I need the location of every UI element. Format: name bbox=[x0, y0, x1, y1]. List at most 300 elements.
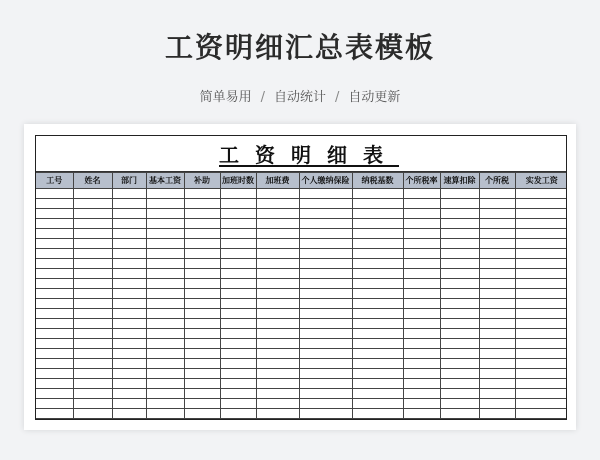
table-cell[interactable] bbox=[220, 399, 256, 409]
table-cell[interactable] bbox=[479, 369, 515, 379]
table-cell[interactable] bbox=[440, 189, 479, 199]
table-cell[interactable] bbox=[479, 299, 515, 309]
table-cell[interactable] bbox=[440, 409, 479, 419]
table-cell[interactable] bbox=[112, 389, 146, 399]
table-cell[interactable] bbox=[256, 329, 299, 339]
table-cell[interactable] bbox=[299, 249, 352, 259]
table-cell[interactable] bbox=[403, 309, 440, 319]
table-cell[interactable] bbox=[146, 319, 184, 329]
table-cell[interactable] bbox=[36, 389, 73, 399]
table-cell[interactable] bbox=[220, 239, 256, 249]
table-cell[interactable] bbox=[220, 389, 256, 399]
table-cell[interactable] bbox=[112, 189, 146, 199]
table-cell[interactable] bbox=[73, 249, 112, 259]
table-cell[interactable] bbox=[479, 209, 515, 219]
table-cell[interactable] bbox=[112, 419, 146, 421]
table-cell[interactable] bbox=[256, 209, 299, 219]
table-cell[interactable] bbox=[73, 399, 112, 409]
table-cell[interactable] bbox=[184, 269, 220, 279]
table-cell[interactable] bbox=[112, 369, 146, 379]
table-cell[interactable] bbox=[440, 349, 479, 359]
table-cell[interactable] bbox=[403, 299, 440, 309]
table-cell[interactable] bbox=[256, 299, 299, 309]
table-cell[interactable] bbox=[403, 259, 440, 269]
table-cell[interactable] bbox=[515, 309, 567, 319]
table-cell[interactable] bbox=[73, 339, 112, 349]
table-cell[interactable] bbox=[352, 289, 403, 299]
table-cell[interactable] bbox=[299, 329, 352, 339]
table-cell[interactable] bbox=[515, 419, 567, 421]
table-cell[interactable] bbox=[220, 369, 256, 379]
table-cell[interactable] bbox=[73, 299, 112, 309]
table-cell[interactable] bbox=[515, 249, 567, 259]
table-cell[interactable] bbox=[73, 319, 112, 329]
column-header-tax-rate[interactable]: 个所税率 bbox=[403, 173, 440, 189]
table-cell[interactable] bbox=[515, 279, 567, 289]
table-cell[interactable] bbox=[352, 359, 403, 369]
table-cell[interactable] bbox=[352, 399, 403, 409]
table-cell[interactable] bbox=[515, 229, 567, 239]
table-cell[interactable] bbox=[403, 419, 440, 421]
table-cell[interactable] bbox=[299, 209, 352, 219]
table-cell[interactable] bbox=[479, 259, 515, 269]
table-cell[interactable] bbox=[515, 209, 567, 219]
table-cell[interactable] bbox=[220, 289, 256, 299]
table-cell[interactable] bbox=[184, 259, 220, 269]
table-cell[interactable] bbox=[479, 309, 515, 319]
table-cell[interactable] bbox=[112, 259, 146, 269]
table-cell[interactable] bbox=[515, 269, 567, 279]
table-cell[interactable] bbox=[299, 229, 352, 239]
table-cell[interactable] bbox=[73, 359, 112, 369]
table-cell[interactable] bbox=[352, 239, 403, 249]
table-cell[interactable] bbox=[515, 379, 567, 389]
table-cell[interactable] bbox=[112, 359, 146, 369]
table-cell[interactable] bbox=[36, 239, 73, 249]
table-cell[interactable] bbox=[299, 219, 352, 229]
table-cell[interactable] bbox=[403, 379, 440, 389]
table-cell[interactable] bbox=[352, 419, 403, 421]
table-cell[interactable] bbox=[36, 319, 73, 329]
table-cell[interactable] bbox=[220, 229, 256, 239]
table-cell[interactable] bbox=[299, 369, 352, 379]
table-cell[interactable] bbox=[220, 359, 256, 369]
table-cell[interactable] bbox=[220, 279, 256, 289]
table-cell[interactable] bbox=[184, 309, 220, 319]
table-cell[interactable] bbox=[403, 189, 440, 199]
table-cell[interactable] bbox=[479, 269, 515, 279]
table-cell[interactable] bbox=[352, 329, 403, 339]
table-cell[interactable] bbox=[479, 199, 515, 209]
column-header-overtime-pay[interactable]: 加班费 bbox=[256, 173, 299, 189]
table-cell[interactable] bbox=[299, 199, 352, 209]
table-cell[interactable] bbox=[403, 339, 440, 349]
table-cell[interactable] bbox=[36, 409, 73, 419]
column-header-overtime-hours[interactable]: 加班时数 bbox=[220, 173, 256, 189]
table-cell[interactable] bbox=[440, 269, 479, 279]
table-cell[interactable] bbox=[479, 319, 515, 329]
table-cell[interactable] bbox=[146, 279, 184, 289]
table-cell[interactable] bbox=[36, 369, 73, 379]
table-cell[interactable] bbox=[479, 229, 515, 239]
table-cell[interactable] bbox=[403, 229, 440, 239]
table-cell[interactable] bbox=[73, 229, 112, 239]
table-cell[interactable] bbox=[220, 329, 256, 339]
table-cell[interactable] bbox=[36, 189, 73, 199]
table-cell[interactable] bbox=[440, 379, 479, 389]
table-cell[interactable] bbox=[73, 269, 112, 279]
table-cell[interactable] bbox=[479, 409, 515, 419]
table-cell[interactable] bbox=[73, 389, 112, 399]
table-cell[interactable] bbox=[299, 299, 352, 309]
table-cell[interactable] bbox=[352, 349, 403, 359]
table-cell[interactable] bbox=[146, 199, 184, 209]
table-cell[interactable] bbox=[299, 289, 352, 299]
table-cell[interactable] bbox=[256, 339, 299, 349]
table-cell[interactable] bbox=[220, 349, 256, 359]
table-cell[interactable] bbox=[73, 219, 112, 229]
table-cell[interactable] bbox=[299, 279, 352, 289]
table-cell[interactable] bbox=[352, 209, 403, 219]
table-cell[interactable] bbox=[403, 389, 440, 399]
table-cell[interactable] bbox=[256, 419, 299, 421]
table-cell[interactable] bbox=[479, 249, 515, 259]
table-cell[interactable] bbox=[352, 189, 403, 199]
table-cell[interactable] bbox=[403, 239, 440, 249]
table-cell[interactable] bbox=[403, 219, 440, 229]
table-cell[interactable] bbox=[479, 329, 515, 339]
table-cell[interactable] bbox=[515, 399, 567, 409]
table-cell[interactable] bbox=[479, 399, 515, 409]
table-cell[interactable] bbox=[515, 299, 567, 309]
table-cell[interactable] bbox=[479, 359, 515, 369]
table-cell[interactable] bbox=[184, 329, 220, 339]
table-cell[interactable] bbox=[299, 409, 352, 419]
table-cell[interactable] bbox=[146, 399, 184, 409]
table-cell[interactable] bbox=[256, 249, 299, 259]
table-cell[interactable] bbox=[440, 299, 479, 309]
table-cell[interactable] bbox=[220, 199, 256, 209]
table-cell[interactable] bbox=[73, 419, 112, 421]
table-cell[interactable] bbox=[220, 379, 256, 389]
table-cell[interactable] bbox=[403, 209, 440, 219]
table-cell[interactable] bbox=[146, 339, 184, 349]
table-cell[interactable] bbox=[220, 299, 256, 309]
column-header-taxable-base[interactable]: 纳税基数 bbox=[352, 173, 403, 189]
table-cell[interactable] bbox=[36, 289, 73, 299]
table-cell[interactable] bbox=[352, 279, 403, 289]
table-cell[interactable] bbox=[112, 229, 146, 239]
table-cell[interactable] bbox=[112, 379, 146, 389]
table-cell[interactable] bbox=[184, 289, 220, 299]
table-cell[interactable] bbox=[352, 249, 403, 259]
table-cell[interactable] bbox=[36, 359, 73, 369]
table-cell[interactable] bbox=[73, 379, 112, 389]
table-cell[interactable] bbox=[220, 209, 256, 219]
table-cell[interactable] bbox=[256, 319, 299, 329]
table-cell[interactable] bbox=[184, 299, 220, 309]
table-cell[interactable] bbox=[403, 269, 440, 279]
table-cell[interactable] bbox=[440, 289, 479, 299]
table-cell[interactable] bbox=[36, 419, 73, 421]
table-cell[interactable] bbox=[299, 389, 352, 399]
table-cell[interactable] bbox=[256, 269, 299, 279]
table-cell[interactable] bbox=[146, 409, 184, 419]
table-cell[interactable] bbox=[112, 199, 146, 209]
table-cell[interactable] bbox=[146, 229, 184, 239]
table-cell[interactable] bbox=[146, 189, 184, 199]
table-cell[interactable] bbox=[515, 199, 567, 209]
table-cell[interactable] bbox=[299, 399, 352, 409]
table-cell[interactable] bbox=[440, 319, 479, 329]
table-cell[interactable] bbox=[146, 369, 184, 379]
table-cell[interactable] bbox=[515, 319, 567, 329]
table-cell[interactable] bbox=[220, 259, 256, 269]
table-cell[interactable] bbox=[184, 219, 220, 229]
table-cell[interactable] bbox=[352, 369, 403, 379]
table-cell[interactable] bbox=[146, 309, 184, 319]
table-cell[interactable] bbox=[73, 349, 112, 359]
table-cell[interactable] bbox=[112, 319, 146, 329]
table-cell[interactable] bbox=[36, 229, 73, 239]
table-cell[interactable] bbox=[479, 349, 515, 359]
table-cell[interactable] bbox=[403, 329, 440, 339]
table-cell[interactable] bbox=[256, 219, 299, 229]
table-cell[interactable] bbox=[146, 419, 184, 421]
table-cell[interactable] bbox=[440, 339, 479, 349]
table-cell[interactable] bbox=[73, 199, 112, 209]
table-cell[interactable] bbox=[299, 419, 352, 421]
table-cell[interactable] bbox=[403, 369, 440, 379]
table-cell[interactable] bbox=[146, 259, 184, 269]
table-cell[interactable] bbox=[479, 189, 515, 199]
table-cell[interactable] bbox=[440, 279, 479, 289]
table-cell[interactable] bbox=[36, 399, 73, 409]
table-cell[interactable] bbox=[256, 239, 299, 249]
table-cell[interactable] bbox=[184, 189, 220, 199]
table-cell[interactable] bbox=[515, 219, 567, 229]
table-cell[interactable] bbox=[479, 289, 515, 299]
table-cell[interactable] bbox=[479, 239, 515, 249]
column-header-employee-id[interactable]: 工号 bbox=[36, 173, 73, 189]
table-cell[interactable] bbox=[112, 329, 146, 339]
table-cell[interactable] bbox=[256, 279, 299, 289]
table-cell[interactable] bbox=[220, 339, 256, 349]
table-cell[interactable] bbox=[184, 389, 220, 399]
table-cell[interactable] bbox=[515, 359, 567, 369]
table-cell[interactable] bbox=[184, 199, 220, 209]
table-cell[interactable] bbox=[112, 309, 146, 319]
table-cell[interactable] bbox=[352, 309, 403, 319]
table-cell[interactable] bbox=[220, 309, 256, 319]
table-cell[interactable] bbox=[352, 299, 403, 309]
table-cell[interactable] bbox=[403, 199, 440, 209]
table-cell[interactable] bbox=[184, 409, 220, 419]
table-cell[interactable] bbox=[146, 379, 184, 389]
table-cell[interactable] bbox=[36, 329, 73, 339]
table-cell[interactable] bbox=[36, 279, 73, 289]
table-cell[interactable] bbox=[36, 249, 73, 259]
table-cell[interactable] bbox=[112, 269, 146, 279]
table-cell[interactable] bbox=[146, 349, 184, 359]
table-cell[interactable] bbox=[146, 269, 184, 279]
column-header-income-tax[interactable]: 个所税 bbox=[479, 173, 515, 189]
table-cell[interactable] bbox=[112, 239, 146, 249]
table-cell[interactable] bbox=[146, 239, 184, 249]
table-cell[interactable] bbox=[256, 199, 299, 209]
table-cell[interactable] bbox=[146, 329, 184, 339]
table-cell[interactable] bbox=[352, 229, 403, 239]
table-cell[interactable] bbox=[479, 389, 515, 399]
table-cell[interactable] bbox=[146, 359, 184, 369]
table-cell[interactable] bbox=[515, 259, 567, 269]
table-cell[interactable] bbox=[184, 339, 220, 349]
column-header-allowance[interactable]: 补助 bbox=[184, 173, 220, 189]
column-header-net-pay[interactable]: 实发工资 bbox=[515, 173, 567, 189]
table-cell[interactable] bbox=[299, 259, 352, 269]
table-cell[interactable] bbox=[440, 249, 479, 259]
table-cell[interactable] bbox=[112, 279, 146, 289]
table-cell[interactable] bbox=[299, 309, 352, 319]
table-cell[interactable] bbox=[146, 209, 184, 219]
table-cell[interactable] bbox=[403, 279, 440, 289]
table-cell[interactable] bbox=[184, 249, 220, 259]
table-cell[interactable] bbox=[440, 209, 479, 219]
table-cell[interactable] bbox=[36, 299, 73, 309]
table-cell[interactable] bbox=[36, 309, 73, 319]
table-cell[interactable] bbox=[403, 319, 440, 329]
table-cell[interactable] bbox=[220, 249, 256, 259]
table-cell[interactable] bbox=[73, 279, 112, 289]
table-cell[interactable] bbox=[352, 409, 403, 419]
table-cell[interactable] bbox=[220, 419, 256, 421]
table-cell[interactable] bbox=[256, 349, 299, 359]
table-cell[interactable] bbox=[112, 249, 146, 259]
table-cell[interactable] bbox=[403, 249, 440, 259]
table-cell[interactable] bbox=[515, 339, 567, 349]
table-cell[interactable] bbox=[256, 409, 299, 419]
table-cell[interactable] bbox=[36, 199, 73, 209]
table-cell[interactable] bbox=[220, 409, 256, 419]
table-cell[interactable] bbox=[112, 219, 146, 229]
table-cell[interactable] bbox=[256, 189, 299, 199]
table-cell[interactable] bbox=[440, 359, 479, 369]
table-cell[interactable] bbox=[73, 189, 112, 199]
table-cell[interactable] bbox=[352, 199, 403, 209]
table-cell[interactable] bbox=[184, 239, 220, 249]
table-cell[interactable] bbox=[352, 269, 403, 279]
table-cell[interactable] bbox=[440, 239, 479, 249]
table-cell[interactable] bbox=[440, 329, 479, 339]
table-cell[interactable] bbox=[352, 259, 403, 269]
table-cell[interactable] bbox=[403, 289, 440, 299]
table-cell[interactable] bbox=[184, 279, 220, 289]
table-cell[interactable] bbox=[73, 259, 112, 269]
table-cell[interactable] bbox=[73, 239, 112, 249]
table-cell[interactable] bbox=[256, 399, 299, 409]
table-cell[interactable] bbox=[403, 409, 440, 419]
table-cell[interactable] bbox=[36, 349, 73, 359]
table-cell[interactable] bbox=[112, 349, 146, 359]
table-cell[interactable] bbox=[256, 259, 299, 269]
table-cell[interactable] bbox=[73, 369, 112, 379]
table-cell[interactable] bbox=[515, 369, 567, 379]
table-cell[interactable] bbox=[184, 349, 220, 359]
table-cell[interactable] bbox=[479, 219, 515, 229]
table-cell[interactable] bbox=[256, 369, 299, 379]
table-cell[interactable] bbox=[299, 379, 352, 389]
table-cell[interactable] bbox=[515, 409, 567, 419]
table-cell[interactable] bbox=[352, 339, 403, 349]
table-cell[interactable] bbox=[299, 359, 352, 369]
table-cell[interactable] bbox=[479, 419, 515, 421]
table-cell[interactable] bbox=[184, 399, 220, 409]
table-cell[interactable] bbox=[73, 329, 112, 339]
table-cell[interactable] bbox=[184, 319, 220, 329]
table-cell[interactable] bbox=[352, 319, 403, 329]
table-cell[interactable] bbox=[73, 209, 112, 219]
table-cell[interactable] bbox=[352, 379, 403, 389]
table-cell[interactable] bbox=[299, 349, 352, 359]
table-cell[interactable] bbox=[440, 389, 479, 399]
table-cell[interactable] bbox=[146, 389, 184, 399]
table-cell[interactable] bbox=[184, 419, 220, 421]
table-cell[interactable] bbox=[73, 289, 112, 299]
table-cell[interactable] bbox=[73, 309, 112, 319]
table-cell[interactable] bbox=[299, 239, 352, 249]
table-cell[interactable] bbox=[220, 189, 256, 199]
table-cell[interactable] bbox=[440, 199, 479, 209]
table-cell[interactable] bbox=[220, 319, 256, 329]
column-header-base-salary[interactable]: 基本工资 bbox=[146, 173, 184, 189]
table-cell[interactable] bbox=[36, 259, 73, 269]
table-cell[interactable] bbox=[146, 289, 184, 299]
table-cell[interactable] bbox=[403, 349, 440, 359]
table-cell[interactable] bbox=[440, 259, 479, 269]
table-cell[interactable] bbox=[440, 309, 479, 319]
table-cell[interactable] bbox=[299, 339, 352, 349]
table-cell[interactable] bbox=[256, 229, 299, 239]
table-cell[interactable] bbox=[352, 219, 403, 229]
table-cell[interactable] bbox=[479, 339, 515, 349]
table-cell[interactable] bbox=[256, 379, 299, 389]
table-cell[interactable] bbox=[440, 369, 479, 379]
table-cell[interactable] bbox=[184, 229, 220, 239]
table-cell[interactable] bbox=[220, 269, 256, 279]
column-header-personal-insurance[interactable]: 个人缴纳保险 bbox=[299, 173, 352, 189]
table-cell[interactable] bbox=[112, 399, 146, 409]
table-cell[interactable] bbox=[256, 389, 299, 399]
table-cell[interactable] bbox=[256, 359, 299, 369]
table-cell[interactable] bbox=[515, 389, 567, 399]
table-cell[interactable] bbox=[184, 369, 220, 379]
table-cell[interactable] bbox=[515, 189, 567, 199]
table-cell[interactable] bbox=[479, 279, 515, 289]
table-cell[interactable] bbox=[112, 289, 146, 299]
column-header-department[interactable]: 部门 bbox=[112, 173, 146, 189]
table-cell[interactable] bbox=[479, 379, 515, 389]
table-cell[interactable] bbox=[299, 319, 352, 329]
table-cell[interactable] bbox=[36, 379, 73, 389]
table-cell[interactable] bbox=[146, 219, 184, 229]
table-cell[interactable] bbox=[112, 339, 146, 349]
table-cell[interactable] bbox=[36, 219, 73, 229]
table-cell[interactable] bbox=[184, 209, 220, 219]
table-cell[interactable] bbox=[112, 209, 146, 219]
table-cell[interactable] bbox=[403, 359, 440, 369]
table-cell[interactable] bbox=[403, 399, 440, 409]
table-cell[interactable] bbox=[299, 189, 352, 199]
